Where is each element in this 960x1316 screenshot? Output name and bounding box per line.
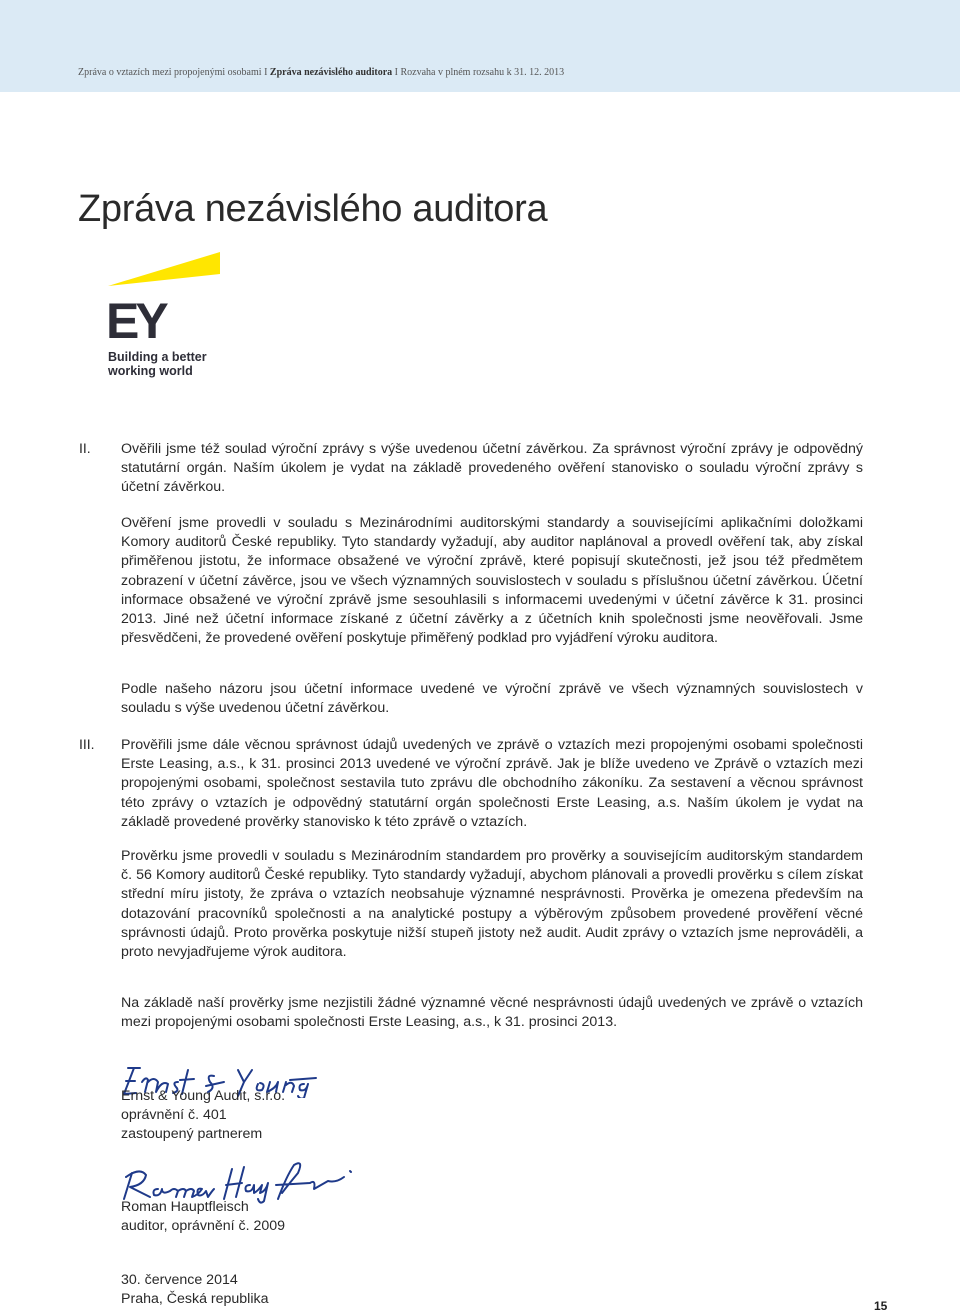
paragraph-verification-method: Ověření jsme provedli v souladu s Mezinárodními auditorskými standardy a souvisejícími aplikačními doložkami Komory auditorů České republiky. Tyto standardy vyžadují, aby auditor naplánoval a provedl ověření tak, aby získal přiměřenou jistotu, že informace obsažené ve výroční zprávě, které popisují skutečnosti, jež jsou též předmětem zobrazení v účetní závěrce, jsou ve všech významných souvislostech v souladu s příslušnou účetní závěrkou. Účetní informace obsažené ve výroční zprávě jsme sesouhlasili s informacemi uvedenými v účetní závěrce k 31. prosinci 2013. Jiné než účetní informace získané z účetní závěrky a z účetních knih společnosti jsme neověřovali. Jsme přesvědčeni, že provedené ověření poskytuje přiměřený podklad pro vyjádření výroku auditora. — [121, 515, 863, 647]
date-place-block — [121, 1271, 268, 1309]
section-number: II. — [79, 440, 91, 456]
firm-signature-block — [121, 1087, 285, 1144]
firm-license: oprávnění č. 401 — [121, 1107, 227, 1123]
breadcrumb-item-current: Zpráva nezávislého auditora — [269, 67, 393, 78]
paragraph-opinion: Podle našeho názoru jsou účetní informace uvedené ve výroční zprávě ve všech významných souvislostech v souladu s výše uvedenou účetní závěrkou. — [121, 681, 863, 717]
breadcrumb-separator: I — [264, 67, 268, 78]
paragraph-review-method: Prověrku jsme provedli v souladu s Mezinárodním standardem pro prověrky a souvisejícím auditorským standardem č. 56 Komory auditorů České republiky. Tyto standardy vyžadují, abychom plánovali a provedli prověrku s cílem získat střední míru jistoty, že zpráva o vztazích neobsahuje významné nesprávnosti. Prověrka je omezena především na dotazování pracovníků společnosti a na analytické postupy a výběrovým způsobem provedené prověření věcné správnosti údajů. Proto prověrka poskytuje nižší stupeň jistoty než audit. Audit zprávy o vztazích jsme neprováděli, a proto nevyjadřujeme výrok auditora. — [121, 848, 863, 961]
partner-license: auditor, oprávnění č. 2009 — [121, 1218, 286, 1234]
ey-logo-wordmark: EY — [106, 293, 165, 349]
firm-represented-by: zastoupený partnerem — [121, 1126, 263, 1142]
section-number: III. — [79, 736, 95, 752]
breadcrumb-item-balance-sheet[interactable]: Rozvaha v plném rozsahu k 31. 12. 2013 — [400, 67, 565, 78]
paragraph-annual-report-check: Ověřili jsme též soulad výroční zprávy s výše uvedenou účetní závěrkou. Za správnost výroční zprávy je odpovědný statutární orgán. Naším úkolem je vydat na základě provedeného ověření stanovisko o souladu výroční zprávy s účetní závěrkou. — [121, 441, 863, 496]
signing-date: 30. července 2014 — [121, 1272, 238, 1288]
firm-name: Ernst & Young Audit, s.r.o. — [121, 1088, 286, 1104]
ey-logo-tagline: Building a better working world — [108, 350, 207, 378]
paragraph-review-conclusion: Na základě naší prověrky jsme nezjistili žádné významné věcné nesprávnosti údajů uvedených ve zprávě o vztazích mezi propojenými osobami společnosti Erste Leasing, a.s., k 31. prosinci 2013. — [121, 995, 863, 1031]
partner-name: Roman Hauptfleisch — [121, 1199, 249, 1215]
signing-place: Praha, Česká republika — [121, 1291, 269, 1307]
paragraph-related-parties-review: Prověřili jsme dále věcnou správnost údajů uvedených ve zprávě o vztazích mezi propojenými osobami společnosti Erste Leasing, a.s., k 31. prosinci 2013 uvedené ve výroční zprávě. Jak je blíže uvedeno ve Zprávě o vztazích mezi propojenými osobami, společnost sestavila tuto zprávu dle obchodního zákoníku. Za sestavení a věcnou správnost této zprávy o vztazích je odpovědný statutární orgán společnosti Erste Leasing, a.s. Naším úkolem je vydat na základě provedené prověrky stanovisko k této zprávě o vztazích. — [121, 737, 863, 830]
page-title: Zpráva nezávislého auditora — [78, 188, 548, 230]
partner-signature-block — [121, 1198, 285, 1236]
page-number: 15 — [874, 1299, 888, 1313]
breadcrumb-item-relations-report[interactable]: Zpráva o vztazích mezi propojenými osobami — [78, 67, 262, 78]
header-band — [0, 0, 960, 92]
breadcrumb-separator: I — [394, 67, 398, 78]
breadcrumb — [78, 67, 564, 78]
